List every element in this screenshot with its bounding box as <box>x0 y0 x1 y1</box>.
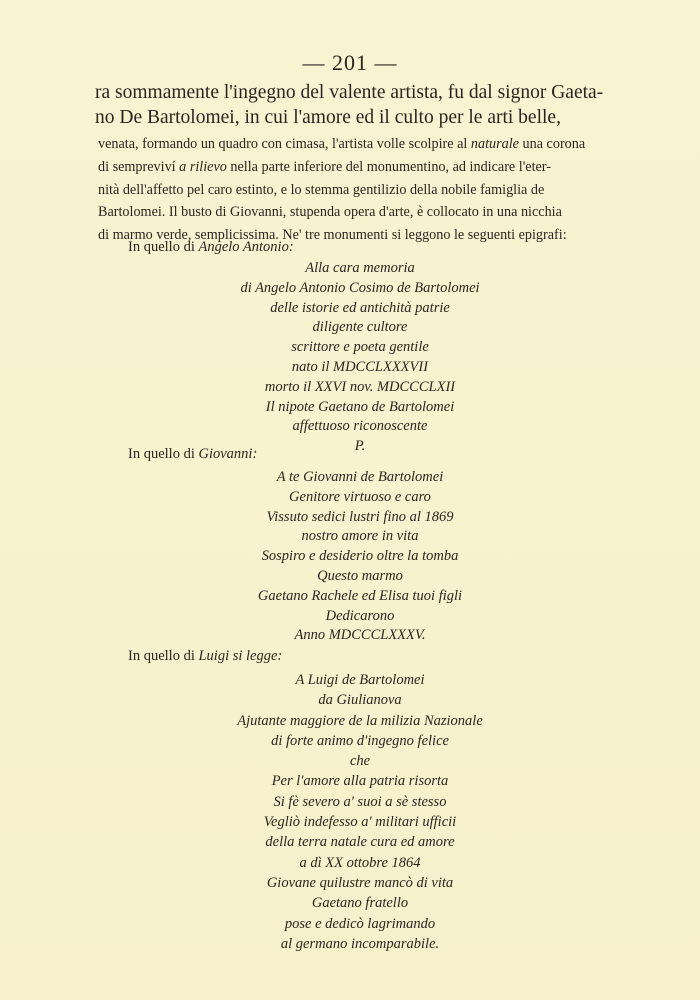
text-run: nella parte inferiore del monumentino, ad indicare l'eter- <box>226 158 551 175</box>
epigraph-line: Gaetano fratello <box>311 895 409 912</box>
epigraph-line: Si fè severo a' suoi a sè stesso <box>273 793 447 810</box>
epigraph-line: Sospiro e desiderio oltre la tomba <box>261 548 459 565</box>
epigraph-line: Il nipote Gaetano de Bartolomei <box>265 398 455 415</box>
intro-name: Luigi si legge: <box>198 648 283 664</box>
continued-line: ra sommamente l'ingegno del valente artista, fu dal signor Gaeta- <box>95 82 604 103</box>
epigraph-line: Dedicarono <box>325 607 395 624</box>
paragraph-line: di marmo verde, semplicissima. Ne' tre monumenti si leggono le seguenti epigrafi: <box>98 227 567 244</box>
epigraph-line: a dì XX ottobre 1864 <box>299 854 421 871</box>
epigraph-line: della terra natale cura ed amore <box>265 834 455 851</box>
epigraph-line: Per l'amore alla patria risorta <box>271 773 449 790</box>
intro-name: Angelo Antonio: <box>198 239 294 255</box>
epigraph-line: Ajutante maggiore de la milizia Nazionale <box>237 712 483 729</box>
epigraph-angelo-antonio <box>150 259 570 457</box>
italic-term: naturale <box>470 136 519 152</box>
epigraph-line: di forte animo d'ingegno felice <box>271 732 449 749</box>
page-number: — 201 — <box>302 50 398 75</box>
text-run: una corona <box>518 136 586 152</box>
epigraph-line: Gaetano Rachele ed Elisa tuoi figli <box>257 587 463 604</box>
intro-name: Giovanni: <box>198 446 258 462</box>
epigraph-line: al germano incomparabile. <box>280 935 440 952</box>
text-run: venata, formando un quadro con cimasa, l'artista volle scolpire al <box>98 136 471 152</box>
epigraph-line: da Giulianova <box>318 692 402 709</box>
epigraph-giovanni <box>150 468 570 646</box>
epigraph-line: nato il MDCCLXXXVII <box>291 358 429 375</box>
epigraph-line: Genitore virtuoso e caro <box>289 488 431 505</box>
epigraph-line: Alla cara memoria <box>305 260 415 276</box>
paragraph-line <box>98 156 598 179</box>
epigraph-line: Vegliò indefesso a' militari ufficii <box>263 814 457 831</box>
epigraph-line: che <box>349 753 371 770</box>
epigraph-line: Anno MDCCCLXXXV. <box>294 627 426 644</box>
paragraph-line: nità dell'affetto pel caro estinto, e lo stemma gentilizio della nobile famiglia de <box>98 181 545 198</box>
epigraph-line: nostro amore in vita <box>301 528 419 545</box>
continued-line: no De Bartolomei, in cui l'amore ed il culto per le arti belle, <box>95 107 561 128</box>
epigraph-line: morto il XXVI nov. MDCCCLXII <box>264 378 456 395</box>
epigraph-line: A te Giovanni de Bartolomei <box>276 469 444 485</box>
epigraph-line: Vissuto sedici lustri fino al 1869 <box>266 508 454 525</box>
epigraph-line: affettuoso riconoscente <box>292 418 428 435</box>
italic-term: a rilievo <box>179 158 227 175</box>
continued-text <box>95 80 610 130</box>
epigraph-intro <box>128 239 294 256</box>
epigraph-intro <box>128 648 282 665</box>
paragraph-line <box>98 133 598 156</box>
text-run: di sempreviví <box>98 158 180 175</box>
epigraph-line: diligente cultore <box>312 319 408 336</box>
epigraph-line: P. <box>354 438 366 455</box>
intro-text: In quello di <box>128 239 199 255</box>
epigraph-luigi <box>150 670 570 954</box>
epigraph-line: Giovane quilustre mancò di vita <box>266 874 454 891</box>
body-paragraph <box>98 133 598 247</box>
epigraph-line: delle istorie ed antichità patrie <box>270 299 450 316</box>
epigraph-line: pose e dedicò lagrimando <box>284 915 436 932</box>
epigraph-line: scrittore e poeta gentile <box>291 339 429 356</box>
epigraph-line: di Angelo Antonio Cosimo de Bartolomei <box>240 279 480 296</box>
epigraph-line: A Luigi de Bartolomei <box>295 672 425 688</box>
intro-text: In quello di <box>128 446 199 462</box>
epigraph-intro <box>128 446 257 463</box>
epigraph-line: Questo marmo <box>317 567 403 584</box>
paragraph-line: Bartolomei. Il busto di Giovanni, stupenda opera d'arte, è collocato in una nicchia <box>98 204 562 221</box>
intro-text: In quello di <box>128 648 199 664</box>
